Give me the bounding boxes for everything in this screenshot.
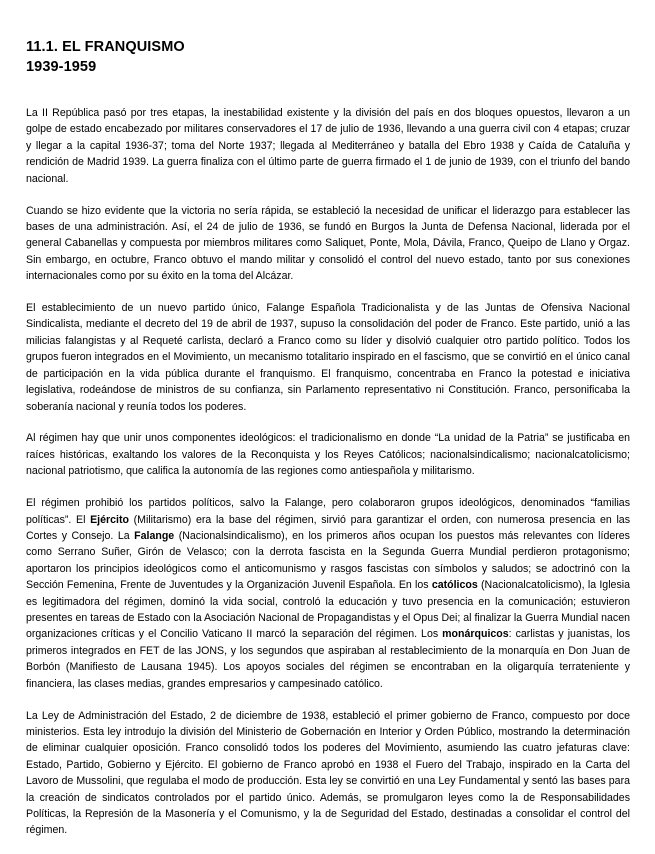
bold-term-monarquicos: monárquicos: [442, 628, 509, 641]
text-segment: : carlistas y juanistas, los primeros integrados en FET de las JONS, y los segundos que aspiraban al restablecimiento de la monarquía en Don Juan de Borbón (Manifiesto de Lausana 1945). Los apoyos sociales del régimen se encontraban en la oligarquía terrateniente y financiera, las clases medias, grandes empresarios y campesinado católico.: [26, 628, 630, 690]
paragraph-componentes-ideologicos: Al régimen hay que unir unos componentes ideológicos: el tradicionalismo en donde “La unidad de la Patria” se justificaba en raíces históricas, exaltando los valores de la Reconquista y los Reyes Católicos; nacionalsindicalismo; nacionalcatolicismo; nacional patriotismo, que califica la autonomía de las regiones como antiespañola y militarismo.: [26, 432, 630, 478]
paragraph-familias-politicas: [26, 495, 630, 692]
title-period: 1939-1959: [26, 59, 97, 75]
title-heading: 11.1. EL FRANQUISMO: [26, 39, 185, 55]
text-segment: (Militarismo) era la base del régimen, sirvió para garantizar el orden, con numerosa presencia en las Cortes y Consejo. La: [26, 513, 630, 542]
text-segment: (Nacionalsindicalismo), en los primeros años ocupan los puestos más relevantes con líderes como Serrano Suñer, Girón de Velasco; con la derrota fascista en la Segunda Guerra Mundial perdieron protagonismo; aportaron los principios ideológicos como el anticomunismo y rasgos fascistas con símbolos y saludos; se adoctrinó con la Sección Femenina, Frente de Juventudes y la Organización Juvenil Española. En los: [26, 529, 630, 592]
paragraph-partido-unico: El establecimiento de un nuevo partido único, Falange Española Tradicionalista y de las Juntas de Ofensiva Nacional Sindicalista, mediante el decreto del 19 de abril de 1937, supuso la consolidación del poder de Franco. Este partido, unió a las milicias falangistas y al Requeté carlista, declaró a Franco como su líder y disolvió cualquier otro partido político. Todos los grupos fueron integrados en el Movimiento, un mecanismo totalitario inspirado en el fascismo, que se convirtió en el único canal de participación en la vida pública durante el franquismo. El franquismo, concentraba en Franco la potestad e iniciativa legislativa, rodeándose de ministros de su confianza, sin Parlamento representativo ni Constitución. Franco, personificaba la soberanía nacional y reunía todos los poderes.: [26, 302, 630, 413]
bold-term-falange: Falange: [134, 529, 175, 542]
paragraph-ley-administracion: La Ley de Administración del Estado, 2 de diciembre de 1938, estableció el primer gobierno de Franco, compuesto por doce ministerios. Esta ley introdujo la división del Ministerio de Gobernación en Interior y Orden Público, mostrando la determinación de eliminar cualquier oposición. Franco consolidó todos los poderes del Movimiento, asumiendo las cuatro jefaturas clave: Estado, Partido, Gobierno y Ejército. El gobierno de Franco aprobó en 1938 el Fuero del Trabajo, inspirado en la Carta del Lavoro de Mussolini, que regulaba el modo de producción. Esta ley se convirtió en una Ley Fundamental y sentó las bases para la creación de sindicatos controlados por el partido único. Además, se promulgaron leyes como la de Responsabilidades Políticas, la Represión de la Masonería y el Comunismo, y la de Seguridad del Estado, destinadas a consolidar el control del régimen.: [26, 709, 630, 837]
text-segment: El régimen prohibió los partidos políticos, salvo la Falange, pero colaboraron grupos ideológicos, denominados “familias políticas”. El: [26, 497, 630, 526]
bold-term-catolicos: católicos: [431, 579, 478, 592]
text-segment: (Nacionalcatolicismo), la Iglesia es legitimadora del régimen, dominó la vida social, controló la educación y tuvo presencia en la comunicación; estuvieron presentes en tareas de Estado con la Asociación Nacional de Propagandistas y el Opus Dei; al finalizar la Guerra Mundial nacen organizaciones críticas y el Concilio Vaticano II marcó la separación del régimen. Los: [26, 579, 630, 641]
paragraph-junta-defensa: Cuando se hizo evidente que la victoria no sería rápida, se estableció la necesidad de unificar el liderazgo para establecer las bases de una administración. Así, el 24 de julio de 1936, se fundó en Burgos la Junta de Defensa Nacional, liderada por el general Cabanellas y compuesta por miembros militares como Saliquet, Ponte, Mola, Dávila, Franco, Queipo de Llano y Orgaz. Sin embargo, en octubre, Franco obtuvo el mando militar y consolidó el control del nuevo estado, tanto por sus conexiones internacionales como por su éxito en la toma del Alcázar.: [26, 204, 630, 283]
paragraph-segunda-republica: La II República pasó por tres etapas, la inestabilidad existente y la división del país en dos bloques opuestos, llevaron a un golpe de estado encabezado por militares conservadores el 17 de julio de 1936, llevando a una guerra civil con 4 etapas; cruzar y llegar a la capital 1936-37; toma del Norte 1937; llegada al Mediterráneo y batalla del Ebro 1938 y Caída de Cataluña y rendición de Madrid 1939. La guerra finaliza con el último parte de guerra firmado el 1 de junio de 1939, con el triunfo del bando nacional.: [26, 107, 630, 185]
page-title: [26, 37, 630, 77]
bold-term-ejercito: Ejército: [90, 513, 129, 526]
document-page: [26, 37, 630, 854]
